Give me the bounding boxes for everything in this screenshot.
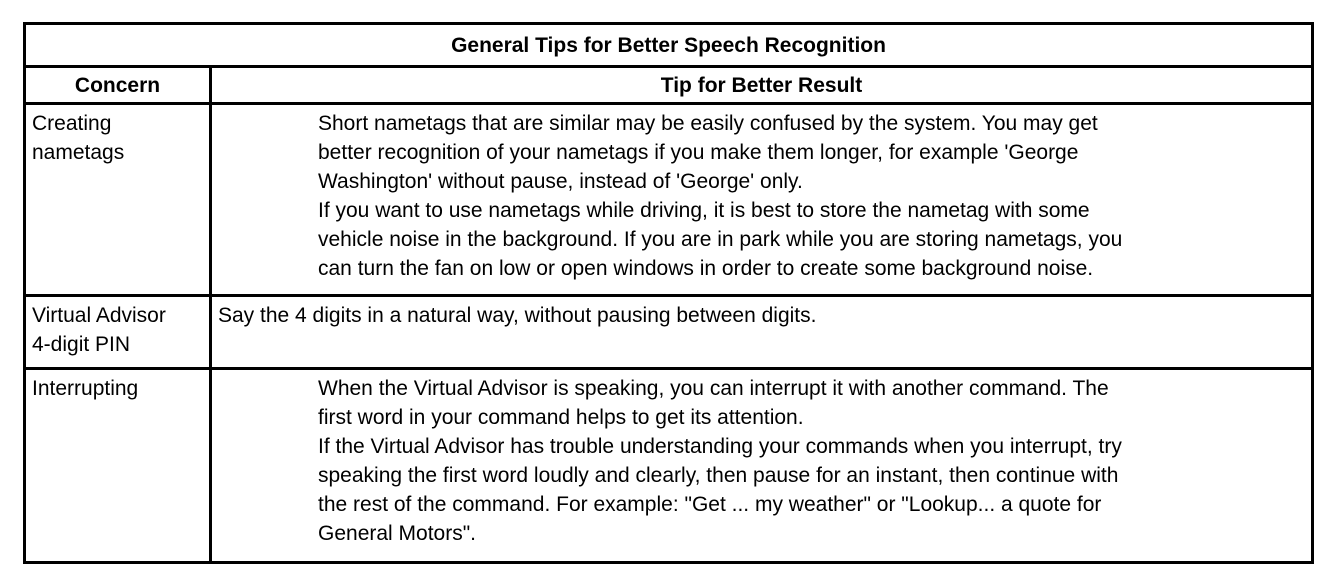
table-row [25,369,1313,563]
tip-line: the rest of the command. For example: "Get ... my weather" or "Lookup... a quote for [318,493,1102,516]
column-header-tip: Tip for Better Result [211,67,1313,104]
speech-tips-table [23,22,1314,564]
concern-cell [25,104,211,296]
tip-line: vehicle noise in the background. If you are in park while you are storing nametags, you [318,228,1123,251]
tip-cell [211,369,1313,563]
tip-line: General Motors". [318,522,477,545]
tip-line: first word in your command helps to get its attention. [318,406,804,429]
tip-line: speaking the first word loudly and clearly, then pause for an instant, then continue with [318,464,1119,487]
tip-line: If the Virtual Advisor has trouble understanding your commands when you interrupt, try [318,435,1122,458]
table-row [25,296,1313,369]
tip-text-block [218,374,1301,548]
concern-line: Creating [32,112,112,135]
tip-line: If you want to use nametags while driving, it is best to store the nametag with some [318,199,1090,222]
concern-line: nametags [32,141,125,164]
tip-line: Say the 4 digits in a natural way, without pausing between digits. [218,304,817,327]
tip-line: can turn the fan on low or open windows in order to create some background noise. [318,257,1094,280]
concern-line: 4-digit PIN [32,333,131,356]
tip-cell [211,104,1313,296]
table-header-row [25,67,1313,104]
table-title: General Tips for Better Speech Recognition [25,24,1313,67]
tip-cell [211,296,1313,369]
tip-line: Short nametags that are similar may be easily confused by the system. You may get [318,112,1098,135]
concern-cell [25,369,211,563]
tip-line: better recognition of your nametags if you make them longer, for example 'George [318,141,1079,164]
tip-line: Washington' without pause, instead of 'George' only. [318,170,803,193]
table-row [25,104,1313,296]
tip-line: When the Virtual Advisor is speaking, you can interrupt it with another command. The [318,377,1109,400]
tip-text-block [218,109,1301,283]
concern-line: Interrupting [32,377,139,400]
concern-line: Virtual Advisor [32,304,166,327]
table-title-row [25,24,1313,67]
concern-cell [25,296,211,369]
column-header-concern: Concern [25,67,211,104]
